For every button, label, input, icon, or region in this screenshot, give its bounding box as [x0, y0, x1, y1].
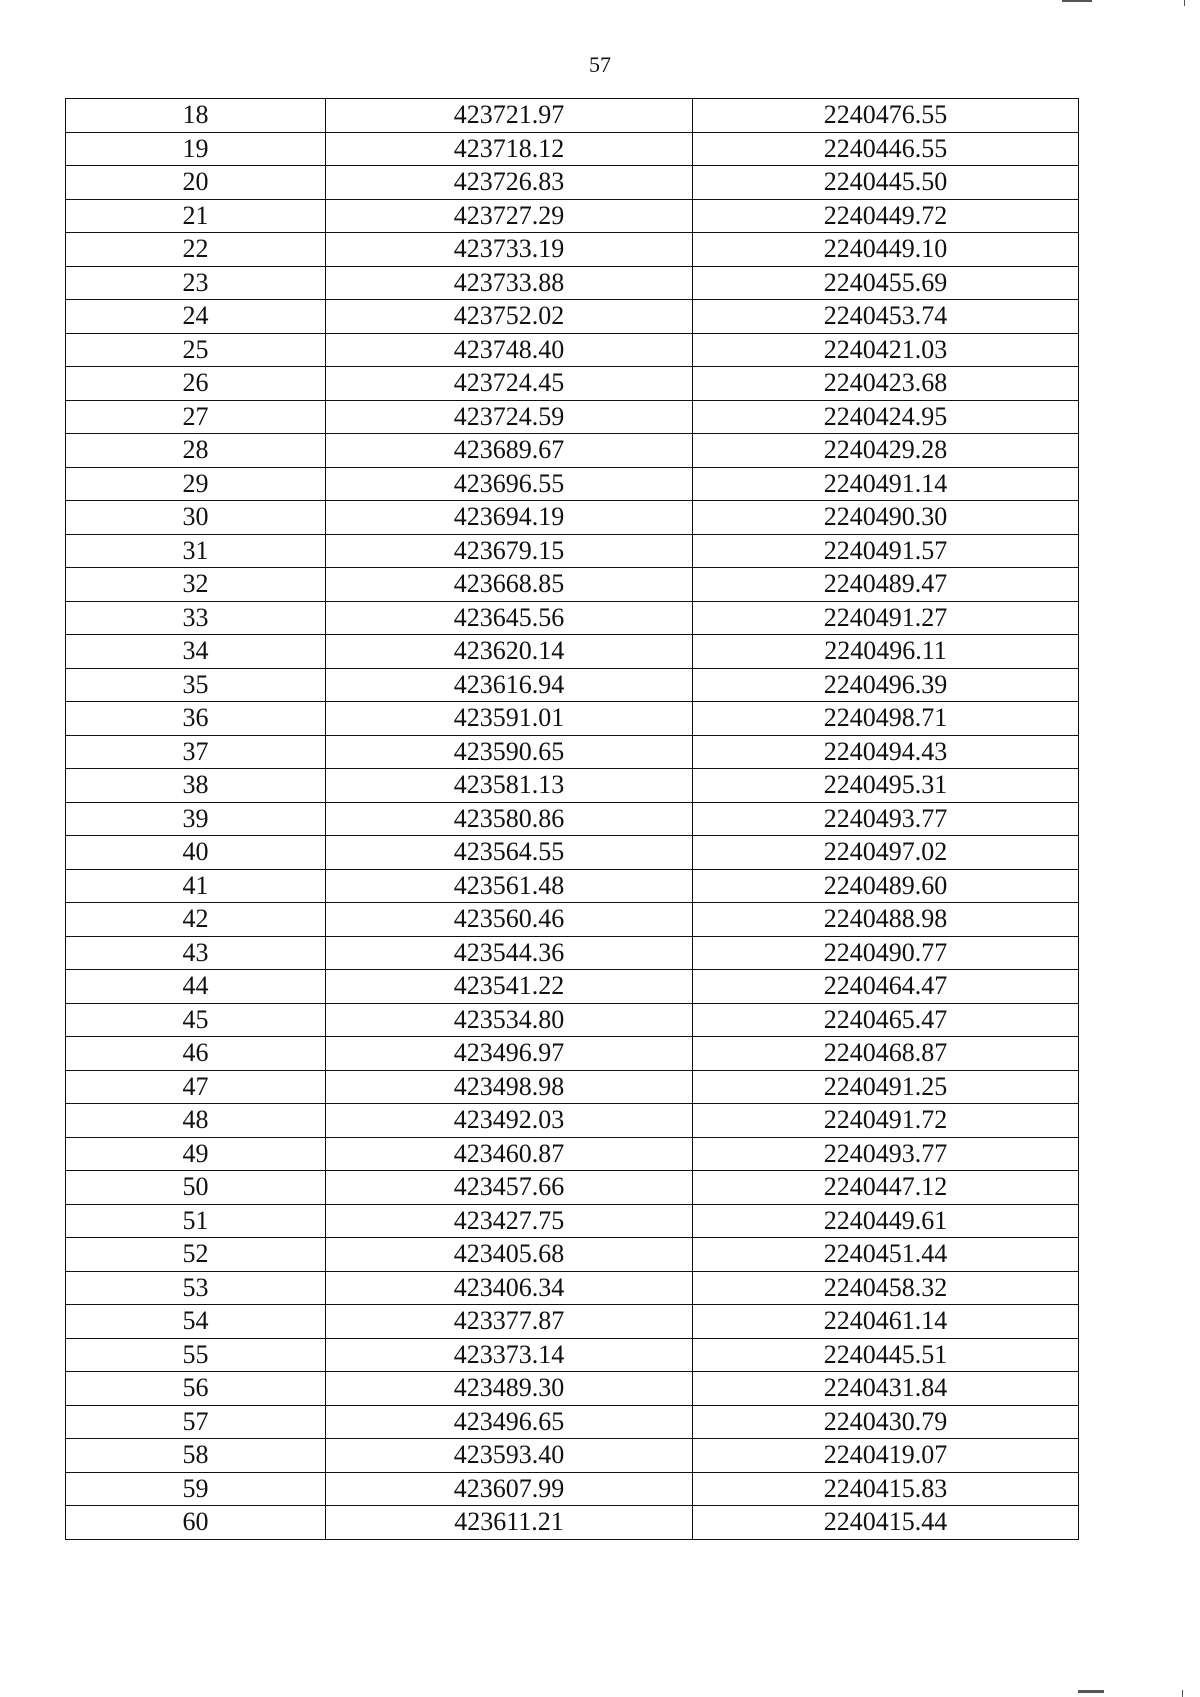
table-row	[66, 903, 1079, 937]
y-coordinate-cell: 2240419.07	[693, 1439, 1079, 1473]
point-number-cell: 43	[66, 936, 326, 970]
table-row	[66, 199, 1079, 233]
point-number-cell: 40	[66, 836, 326, 870]
point-number-cell: 31	[66, 534, 326, 568]
y-coordinate-cell: 2240415.44	[693, 1506, 1079, 1540]
x-coordinate-cell: 423724.45	[326, 367, 693, 401]
y-coordinate-cell: 2240491.27	[693, 601, 1079, 635]
y-coordinate-cell: 2240488.98	[693, 903, 1079, 937]
y-coordinate-cell: 2240491.14	[693, 467, 1079, 501]
x-coordinate-cell: 423620.14	[326, 635, 693, 669]
point-number-cell: 38	[66, 769, 326, 803]
y-coordinate-cell: 2240431.84	[693, 1372, 1079, 1406]
x-coordinate-cell: 423689.67	[326, 434, 693, 468]
y-coordinate-cell: 2240491.72	[693, 1104, 1079, 1138]
point-number-cell: 23	[66, 266, 326, 300]
y-coordinate-cell: 2240423.68	[693, 367, 1079, 401]
table-row	[66, 1171, 1079, 1205]
table-row	[66, 1037, 1079, 1071]
y-coordinate-cell: 2240489.47	[693, 568, 1079, 602]
table-row	[66, 434, 1079, 468]
point-number-cell: 57	[66, 1405, 326, 1439]
point-number-cell: 42	[66, 903, 326, 937]
table-row	[66, 300, 1079, 334]
page-number: 57	[589, 52, 611, 77]
y-coordinate-cell: 2240496.11	[693, 635, 1079, 669]
x-coordinate-cell: 423645.56	[326, 601, 693, 635]
y-coordinate-cell: 2240447.12	[693, 1171, 1079, 1205]
point-number-cell: 56	[66, 1372, 326, 1406]
x-coordinate-cell: 423560.46	[326, 903, 693, 937]
y-coordinate-cell: 2240461.14	[693, 1305, 1079, 1339]
point-number-cell: 45	[66, 1003, 326, 1037]
x-coordinate-cell: 423733.19	[326, 233, 693, 267]
table-row	[66, 266, 1079, 300]
point-number-cell: 18	[66, 99, 326, 133]
x-coordinate-cell: 423590.65	[326, 735, 693, 769]
y-coordinate-cell: 2240464.47	[693, 970, 1079, 1004]
y-coordinate-cell: 2240491.57	[693, 534, 1079, 568]
table-row	[66, 568, 1079, 602]
point-number-cell: 34	[66, 635, 326, 669]
x-coordinate-cell: 423727.29	[326, 199, 693, 233]
point-number-cell: 35	[66, 668, 326, 702]
y-coordinate-cell: 2240495.31	[693, 769, 1079, 803]
table-row	[66, 1439, 1079, 1473]
point-number-cell: 21	[66, 199, 326, 233]
x-coordinate-cell: 423496.65	[326, 1405, 693, 1439]
point-number-cell: 30	[66, 501, 326, 535]
table-row	[66, 1372, 1079, 1406]
point-number-cell: 48	[66, 1104, 326, 1138]
y-coordinate-cell: 2240494.43	[693, 735, 1079, 769]
table-row	[66, 1405, 1079, 1439]
x-coordinate-cell: 423611.21	[326, 1506, 693, 1540]
scan-mark-top-right-edge	[1184, 0, 1185, 6]
scan-mark-bottom-right-edge	[1182, 1690, 1183, 1697]
table-row	[66, 1238, 1079, 1272]
point-number-cell: 22	[66, 233, 326, 267]
point-number-cell: 28	[66, 434, 326, 468]
y-coordinate-cell: 2240491.25	[693, 1070, 1079, 1104]
y-coordinate-cell: 2240490.77	[693, 936, 1079, 970]
x-coordinate-cell: 423498.98	[326, 1070, 693, 1104]
coordinate-table	[65, 98, 1079, 1540]
point-number-cell: 59	[66, 1472, 326, 1506]
table-row	[66, 1003, 1079, 1037]
table-row	[66, 702, 1079, 736]
y-coordinate-cell: 2240493.77	[693, 802, 1079, 836]
table-row	[66, 1305, 1079, 1339]
y-coordinate-cell: 2240489.60	[693, 869, 1079, 903]
x-coordinate-cell: 423460.87	[326, 1137, 693, 1171]
x-coordinate-cell: 423427.75	[326, 1204, 693, 1238]
table-row	[66, 1472, 1079, 1506]
y-coordinate-cell: 2240453.74	[693, 300, 1079, 334]
y-coordinate-cell: 2240465.47	[693, 1003, 1079, 1037]
x-coordinate-cell: 423748.40	[326, 333, 693, 367]
table-row	[66, 635, 1079, 669]
point-number-cell: 39	[66, 802, 326, 836]
table-row	[66, 166, 1079, 200]
x-coordinate-cell: 423724.59	[326, 400, 693, 434]
scan-mark-bottom-right	[1078, 1690, 1104, 1693]
table-row	[66, 970, 1079, 1004]
point-number-cell: 41	[66, 869, 326, 903]
y-coordinate-cell: 2240449.10	[693, 233, 1079, 267]
point-number-cell: 26	[66, 367, 326, 401]
x-coordinate-cell: 423405.68	[326, 1238, 693, 1272]
x-coordinate-cell: 423581.13	[326, 769, 693, 803]
table-row	[66, 735, 1079, 769]
point-number-cell: 51	[66, 1204, 326, 1238]
x-coordinate-cell: 423544.36	[326, 936, 693, 970]
y-coordinate-cell: 2240451.44	[693, 1238, 1079, 1272]
table-row	[66, 1271, 1079, 1305]
y-coordinate-cell: 2240430.79	[693, 1405, 1079, 1439]
point-number-cell: 29	[66, 467, 326, 501]
table-row	[66, 367, 1079, 401]
table-row	[66, 1204, 1079, 1238]
y-coordinate-cell: 2240421.03	[693, 333, 1079, 367]
x-coordinate-cell: 423580.86	[326, 802, 693, 836]
y-coordinate-cell: 2240446.55	[693, 132, 1079, 166]
x-coordinate-cell: 423496.97	[326, 1037, 693, 1071]
x-coordinate-cell: 423489.30	[326, 1372, 693, 1406]
point-number-cell: 50	[66, 1171, 326, 1205]
x-coordinate-cell: 423406.34	[326, 1271, 693, 1305]
y-coordinate-cell: 2240455.69	[693, 266, 1079, 300]
x-coordinate-cell: 423564.55	[326, 836, 693, 870]
point-number-cell: 47	[66, 1070, 326, 1104]
point-number-cell: 53	[66, 1271, 326, 1305]
table-row	[66, 601, 1079, 635]
point-number-cell: 46	[66, 1037, 326, 1071]
table-row	[66, 1338, 1079, 1372]
table-row	[66, 836, 1079, 870]
y-coordinate-cell: 2240449.61	[693, 1204, 1079, 1238]
point-number-cell: 60	[66, 1506, 326, 1540]
point-number-cell: 20	[66, 166, 326, 200]
point-number-cell: 52	[66, 1238, 326, 1272]
x-coordinate-cell: 423668.85	[326, 568, 693, 602]
table-row	[66, 132, 1079, 166]
y-coordinate-cell: 2240458.32	[693, 1271, 1079, 1305]
y-coordinate-cell: 2240476.55	[693, 99, 1079, 133]
table-row	[66, 802, 1079, 836]
point-number-cell: 36	[66, 702, 326, 736]
x-coordinate-cell: 423721.97	[326, 99, 693, 133]
x-coordinate-cell: 423457.66	[326, 1171, 693, 1205]
point-number-cell: 49	[66, 1137, 326, 1171]
y-coordinate-cell: 2240493.77	[693, 1137, 1079, 1171]
x-coordinate-cell: 423607.99	[326, 1472, 693, 1506]
table-row	[66, 769, 1079, 803]
point-number-cell: 24	[66, 300, 326, 334]
table-row	[66, 99, 1079, 133]
y-coordinate-cell: 2240497.02	[693, 836, 1079, 870]
x-coordinate-cell: 423534.80	[326, 1003, 693, 1037]
table-row	[66, 936, 1079, 970]
coordinate-table-body	[66, 99, 1079, 1540]
table-row	[66, 400, 1079, 434]
y-coordinate-cell: 2240449.72	[693, 199, 1079, 233]
table-row	[66, 869, 1079, 903]
table-row	[66, 1070, 1079, 1104]
y-coordinate-cell: 2240468.87	[693, 1037, 1079, 1071]
x-coordinate-cell: 423718.12	[326, 132, 693, 166]
x-coordinate-cell: 423541.22	[326, 970, 693, 1004]
x-coordinate-cell: 423694.19	[326, 501, 693, 535]
point-number-cell: 19	[66, 132, 326, 166]
table-row	[66, 501, 1079, 535]
point-number-cell: 55	[66, 1338, 326, 1372]
point-number-cell: 37	[66, 735, 326, 769]
table-row	[66, 1104, 1079, 1138]
point-number-cell: 33	[66, 601, 326, 635]
table-row	[66, 668, 1079, 702]
y-coordinate-cell: 2240445.51	[693, 1338, 1079, 1372]
x-coordinate-cell: 423593.40	[326, 1439, 693, 1473]
table-row	[66, 333, 1079, 367]
y-coordinate-cell: 2240490.30	[693, 501, 1079, 535]
table-row	[66, 534, 1079, 568]
x-coordinate-cell: 423752.02	[326, 300, 693, 334]
x-coordinate-cell: 423726.83	[326, 166, 693, 200]
y-coordinate-cell: 2240415.83	[693, 1472, 1079, 1506]
y-coordinate-cell: 2240424.95	[693, 400, 1079, 434]
x-coordinate-cell: 423492.03	[326, 1104, 693, 1138]
x-coordinate-cell: 423377.87	[326, 1305, 693, 1339]
x-coordinate-cell: 423733.88	[326, 266, 693, 300]
table-row	[66, 233, 1079, 267]
y-coordinate-cell: 2240498.71	[693, 702, 1079, 736]
x-coordinate-cell: 423696.55	[326, 467, 693, 501]
point-number-cell: 27	[66, 400, 326, 434]
x-coordinate-cell: 423591.01	[326, 702, 693, 736]
point-number-cell: 44	[66, 970, 326, 1004]
table-row	[66, 1506, 1079, 1540]
scan-mark-top-right	[1062, 0, 1092, 2]
point-number-cell: 58	[66, 1439, 326, 1473]
x-coordinate-cell: 423616.94	[326, 668, 693, 702]
y-coordinate-cell: 2240496.39	[693, 668, 1079, 702]
point-number-cell: 25	[66, 333, 326, 367]
table-row	[66, 467, 1079, 501]
x-coordinate-cell: 423373.14	[326, 1338, 693, 1372]
y-coordinate-cell: 2240429.28	[693, 434, 1079, 468]
x-coordinate-cell: 423679.15	[326, 534, 693, 568]
table-row	[66, 1137, 1079, 1171]
x-coordinate-cell: 423561.48	[326, 869, 693, 903]
y-coordinate-cell: 2240445.50	[693, 166, 1079, 200]
point-number-cell: 54	[66, 1305, 326, 1339]
point-number-cell: 32	[66, 568, 326, 602]
